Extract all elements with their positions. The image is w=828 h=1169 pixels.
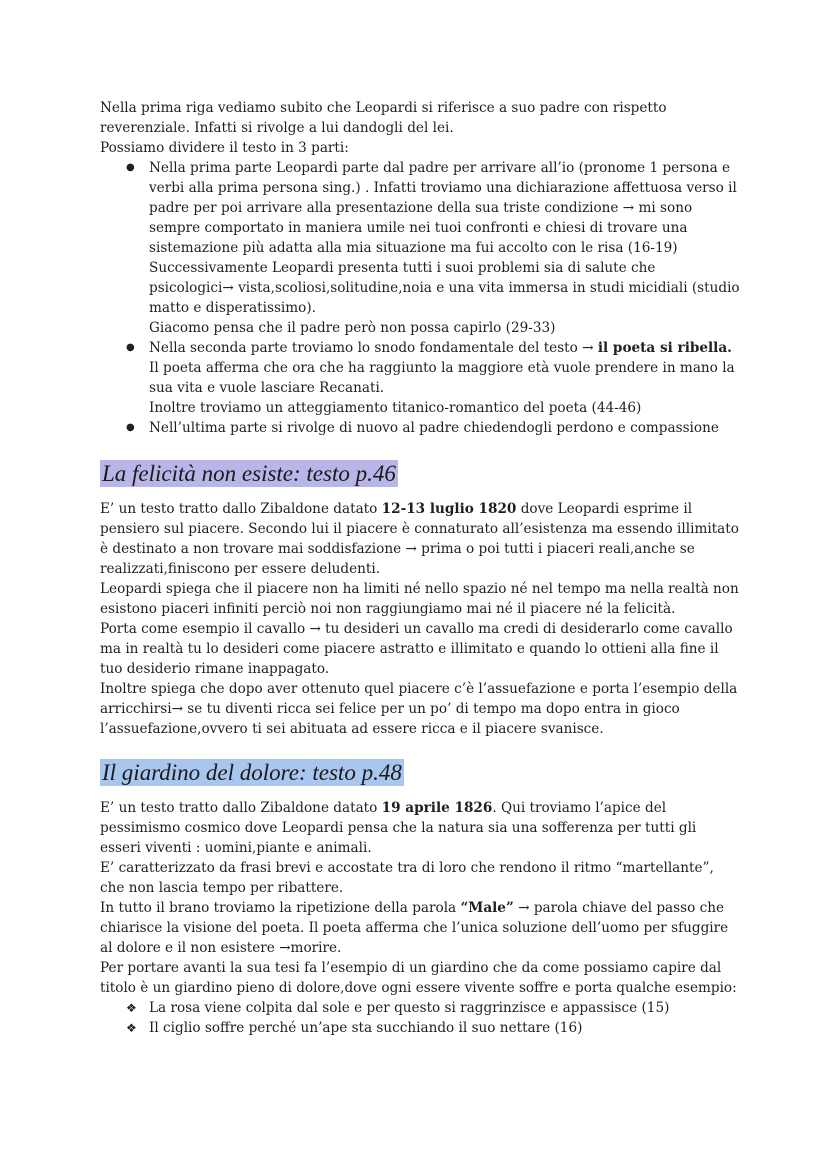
section1-paragraph: E’ un testo tratto dallo Zibaldone datato 12-13 luglio 1820 dove Leopardi esprime il pensiero sul piacere. Secondo lui il piacere è connaturato all’esistenza ma essendo illimitato è destinato a non trovare mai soddisfazione → prima o poi tutti i piaceri reali,anche se realizzati,finiscono per essere deludenti.	[100, 501, 739, 577]
section1-paragraph: Inoltre spiega che dopo aver ottenuto quel piacere c’è l’assuefazione e porta l’esempio della arricchirsi→ se tu diventi ricca sei felice per un po’ di tempo ma dopo entra in gioco l’assuefazione,ovvero ti sei abituata ad essere ricca e il piacere svanisce.	[100, 681, 738, 737]
list-item	[100, 418, 740, 438]
part-two-text: Nella seconda parte troviamo lo snodo fondamentale del testo →	[149, 340, 598, 356]
list-item	[100, 338, 740, 418]
part-one-conclusion: Giacomo pensa che il padre però non possa capirlo (29-33)	[149, 320, 556, 336]
section2-paragraph: Per portare avanti la sua tesi fa l’esempio di un giardino che da come possiamo capire dal titolo è un giardino pieno di dolore,dove ogni essere vivente soffre e porta qualche esempio:	[100, 960, 737, 996]
list-item	[100, 158, 740, 338]
section1-paragraph: Leopardi spiega che il piacere non ha limiti né nello spazio né nel tempo ma nella realtà non esistono piaceri infiniti perciò noi non raggiungiamo mai né il piacere né la felicità.	[100, 581, 739, 617]
part-two-conclusion: Inoltre troviamo un atteggiamento titanico-romantico del poeta (44-46)	[149, 400, 642, 416]
examples-list	[100, 998, 740, 1038]
section-heading-giardino: Il giardino del dolore: testo p.48	[102, 760, 402, 785]
part-three-text: Nell’ultima parte si rivolge di nuovo al padre chiedendogli perdono e compassione	[149, 420, 719, 436]
keyword-bold: “Male”	[460, 900, 514, 916]
document-page	[100, 98, 740, 1038]
section2-paragraph: E’ un testo tratto dallo Zibaldone datato 19 aprile 1826. Qui troviamo l’apice del pessimismo cosmico dove Leopardi pensa che la natura sia una sofferenza per tutti gli esseri viventi : uomini,piante e animali.	[100, 800, 697, 856]
section1-paragraph: Porta come esempio il cavallo → tu desideri un cavallo ma credi di desiderarlo come cavallo ma in realtà tu lo desideri come piacere astratto e illimitato e quando lo ottieni alla fine il tuo desiderio rimane inappagato.	[100, 621, 733, 677]
intro-paragraph: Nella prima riga vediamo subito che Leopardi si riferisce a suo padre con rispetto reverenziale. Infatti si rivolge a lui dandogli del lei.	[100, 100, 667, 136]
intro-parts-line: Possiamo dividere il testo in 3 parti:	[100, 140, 349, 156]
section2-paragraph: E’ caratterizzato da frasi brevi e accostate tra di loro che rendono il ritmo “martellante”, che non lascia tempo per ribattere.	[100, 860, 714, 896]
parts-list	[100, 158, 740, 438]
list-item: ❖ Il ciglio soffre perché un’ape sta succhiando il suo nettare (16)	[100, 1018, 740, 1038]
part-two-detail: Il poeta afferma che ora che ha raggiunto la maggiore età vuole prendere in mano la sua vita e vuole lasciare Recanati.	[149, 360, 735, 396]
list-item: ❖ La rosa viene colpita dal sole e per questo si raggrinzisce e appassisce (15)	[100, 998, 740, 1018]
part-one-problems: Successivamente Leopardi presenta tutti i suoi problemi sia di salute che psicologici→ vista,scoliosi,solitudine,noia e una vita immersa in studi micidiali (studio matto e disperatissimo).	[149, 260, 740, 316]
part-two-bold: il poeta si ribella.	[597, 340, 732, 356]
date-bold: 19 aprile 1826	[381, 800, 493, 816]
date-bold: 12-13 luglio 1820	[381, 501, 517, 517]
section-heading-felicita: La felicità non esiste: testo p.46	[102, 461, 396, 486]
part-one-text: Nella prima parte Leopardi parte dal padre per arrivare all’io (pronome 1 persona e verbi alla prima persona sing.) . Infatti troviamo una dichiarazione affettuosa verso il padre per poi arrivare alla presentazione della sua triste condizione → mi sono sempre comportato in maniera umile nei tuoi confronti e chiesi di trovare una sistemazione più adatta alla mia situazione ma fui accolto con le risa (16-19)	[149, 160, 737, 256]
section2-paragraph: In tutto il brano troviamo la ripetizione della parola “Male” → parola chiave del passo che chiarisce la visione del poeta. Il poeta afferma che l’unica soluzione dell’uomo per sfuggire al dolore e il non esistere →morire.	[100, 900, 729, 956]
